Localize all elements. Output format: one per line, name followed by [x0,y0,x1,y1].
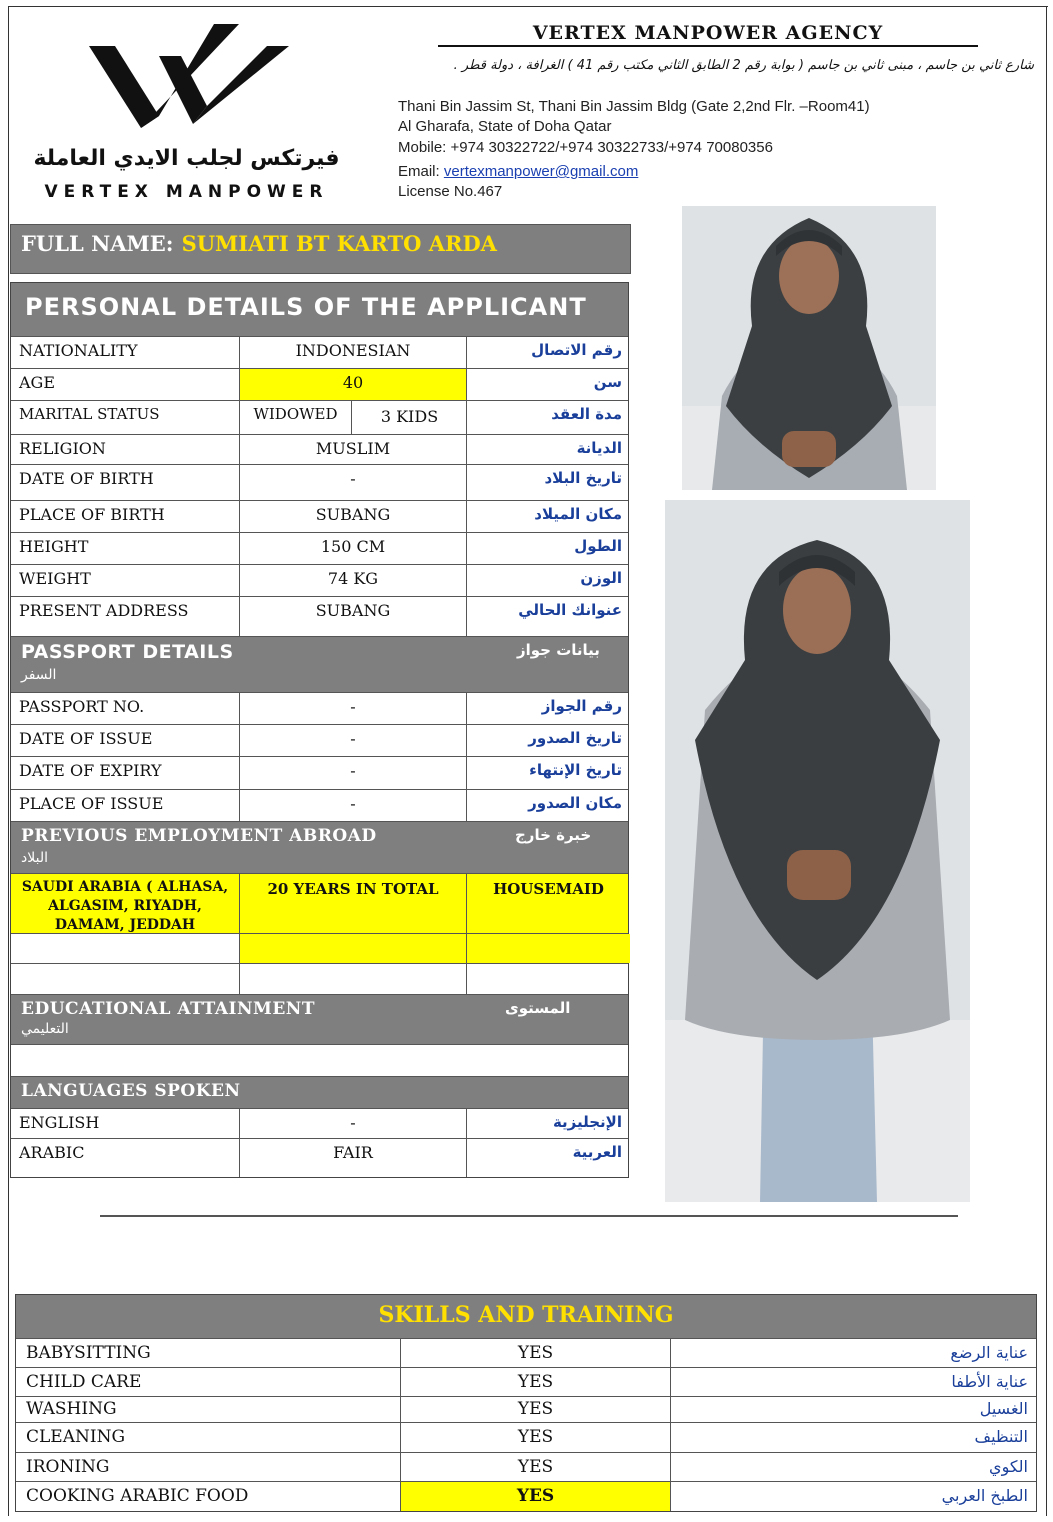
skill-arabic: الغسيل [979,1399,1028,1418]
religion-value: MUSLIM [240,435,467,464]
marital-status-value: WIDOWED [253,405,338,423]
skill-arabic: الكوي [989,1457,1028,1476]
height-arabic: الطول [574,537,622,555]
full-name-label: FULL NAME: [21,231,174,256]
table-row [11,757,628,790]
full-name-value: SUMIATI BT KARTO ARDA [181,231,497,256]
vertex-logo-icon [89,16,289,136]
table-row [16,1397,1036,1423]
education-title-arabic: المستوى [505,999,571,1017]
table-row [11,337,628,369]
skill-arabic: الطبخ العربي [941,1486,1028,1505]
divider-line [100,1215,958,1217]
table-row [11,435,628,465]
table-row [11,790,628,822]
age-value: 40 [240,369,467,400]
table-row [11,1139,628,1177]
passport-title-arabic-2: السفر [21,667,57,683]
page-border-top [8,6,1048,7]
skill-label: IRONING [16,1453,401,1481]
skill-label: COOKING ARABIC FOOD [16,1482,401,1511]
arabic-arabic: العربية [572,1143,622,1161]
passport-title-arabic: بيانات جواز [517,641,600,659]
table-row [16,1339,1036,1368]
passport-title: PASSPORT DETAILS [21,641,234,663]
skill-arabic: عناية الرضع [950,1343,1028,1362]
personal-details-table [10,282,629,1178]
personal-details-title: PERSONAL DETAILS OF THE APPLICANT [25,293,587,321]
skill-arabic: التنظيف [974,1427,1028,1446]
pob-value: SUBANG [240,501,467,532]
skill-label: CLEANING [16,1423,401,1452]
table-row [16,1368,1036,1397]
issue-place-value: - [240,790,467,821]
employment-header [11,822,628,874]
table-row [16,1423,1036,1453]
expiry-date-value: - [240,757,467,789]
skills-title: SKILLS AND TRAINING [16,1295,1036,1339]
email-link[interactable]: vertexmanpower@gmail.com [443,163,639,180]
table-row [11,1109,628,1139]
logo-arabic-text: فيرتكس لجلب الايدي العاملة [33,146,340,171]
table-row [11,565,628,597]
applicant-photo-full [665,500,970,1202]
employment-row [11,874,628,934]
pob-label: PLACE OF BIRTH [11,501,240,532]
agency-name: VERTEX MANPOWER AGENCY [438,22,978,47]
personal-details-header [11,283,628,337]
weight-label: WEIGHT [11,565,240,596]
pob-arabic: مكان الميلاد [534,505,622,523]
languages-title: LANGUAGES SPOKEN [21,1081,241,1101]
education-title: EDUCATIONAL ATTAINMENT [21,999,315,1019]
education-header [11,995,628,1045]
skill-value: YES [401,1482,671,1511]
skill-value: YES [401,1368,671,1396]
marital-status-arabic: مدة العقد [551,405,622,423]
height-value: 150 CM [240,533,467,564]
table-row [11,597,628,637]
empty-cell [467,964,630,994]
table-row [16,1453,1036,1482]
address-label: PRESENT ADDRESS [11,597,240,636]
expiry-date-arabic: تاريخ الإنتهاء [529,761,622,779]
license-line: License No.467 [398,183,503,200]
applicant-fullbody-image [665,500,970,1202]
passport-no-label: PASSPORT NO. [11,693,240,724]
issue-place-arabic: مكان الصدور [528,794,622,812]
arabic-label: ARABIC [11,1139,240,1177]
nationality-label: NATIONALITY [11,337,240,368]
education-title-arabic-2: التعليمي [21,1021,69,1037]
agency-logo [14,12,359,212]
skill-label: WASHING [16,1397,401,1422]
page-border-right [1046,6,1047,1516]
issue-place-label: PLACE OF ISSUE [11,790,240,821]
table-row [11,401,628,435]
employment-title: PREVIOUS EMPLOYMENT ABROAD [21,826,377,846]
skill-value: YES [401,1453,671,1481]
mobile-line: Mobile: +974 30322722/+974 30322733/+974 70080356 [398,139,773,156]
religion-label: RELIGION [11,435,240,464]
arabic-value: FAIR [240,1139,467,1177]
email-line [398,163,638,180]
page-border-left [8,6,9,1516]
table-row [11,369,628,401]
address-arabic: عنوانك الحالي [518,601,622,619]
applicant-photo-portrait [682,206,936,490]
skills-table [15,1294,1037,1512]
email-label: Email: [398,163,440,180]
skill-value: YES [401,1423,671,1452]
full-name-bar [10,224,631,274]
weight-arabic: الوزن [580,569,622,587]
address-line-1: Thani Bin Jassim St, Thani Bin Jassim Bldg (Gate 2,2nd Flr. –Room41) [398,98,870,115]
skill-value: YES [401,1397,671,1422]
table-row [11,501,628,533]
dob-arabic: تاريخ البلاد [544,469,622,487]
age-arabic: سن [593,373,622,391]
religion-arabic: الديانة [576,439,622,457]
education-empty-row [11,1045,628,1077]
table-row [11,725,628,757]
english-arabic: الإنجليزية [552,1113,622,1131]
dob-label: DATE OF BIRTH [11,465,240,500]
passport-no-arabic: رقم الجواز [541,697,622,715]
issue-date-label: DATE OF ISSUE [11,725,240,756]
logo-english-text: VERTEX MANPOWER [44,182,329,202]
table-row [11,465,628,501]
skill-value: YES [401,1339,671,1367]
passport-no-value: - [240,693,467,724]
age-label: AGE [11,369,240,400]
empty-cell [240,964,467,994]
issue-date-arabic: تاريخ الصدور [528,729,622,747]
skill-label: BABYSITTING [16,1339,401,1367]
agency-address-arabic: شارع ثاني بن جاسم ، مبنى ثاني بن جاسم ( بوابة رقم 2 الطابق الثاني مكتب رقم 41 ) الغرافة ، دولة قطر . [453,58,1034,73]
table-row [16,1482,1036,1511]
languages-header [11,1077,628,1109]
kids-value: 3 KIDS [380,407,439,426]
nationality-arabic: رقم الاتصال [531,341,622,359]
address-line-2: Al Gharafa, State of Doha Qatar [398,118,612,135]
skill-label: CHILD CARE [16,1368,401,1396]
employment-title-arabic-2: البلاد [21,850,48,866]
employment-empty-row [11,934,628,964]
empty-cell-yellow [240,934,467,963]
skill-arabic: عناية الأطفا [951,1372,1028,1391]
dob-value: - [240,465,467,500]
english-label: ENGLISH [11,1109,240,1138]
nationality-value: INDONESIAN [240,337,467,368]
weight-value: 74 KG [240,565,467,596]
employment-position: HOUSEMAID [493,880,604,898]
marital-status-value-cell [240,401,467,434]
passport-header [11,637,628,693]
employment-title-arabic: خبرة خارج [515,826,592,844]
empty-cell [11,964,240,994]
height-label: HEIGHT [11,533,240,564]
empty-cell [11,934,240,963]
table-row [11,693,628,725]
issue-date-value: - [240,725,467,756]
english-value: - [240,1109,467,1138]
address-value: SUBANG [240,597,467,636]
empty-cell-yellow [467,934,630,963]
expiry-date-label: DATE OF EXPIRY [11,757,240,789]
marital-status-label: MARITAL STATUS [11,401,240,434]
employment-duration: 20 YEARS IN TOTAL [240,874,467,933]
employment-empty-row [11,964,628,995]
employment-country: SAUDI ARABIA ( ALHASA, ALGASIM, RIYADH, DAMAM, JEDDAH [11,874,240,933]
table-row [11,533,628,565]
applicant-portrait-image [682,206,936,490]
